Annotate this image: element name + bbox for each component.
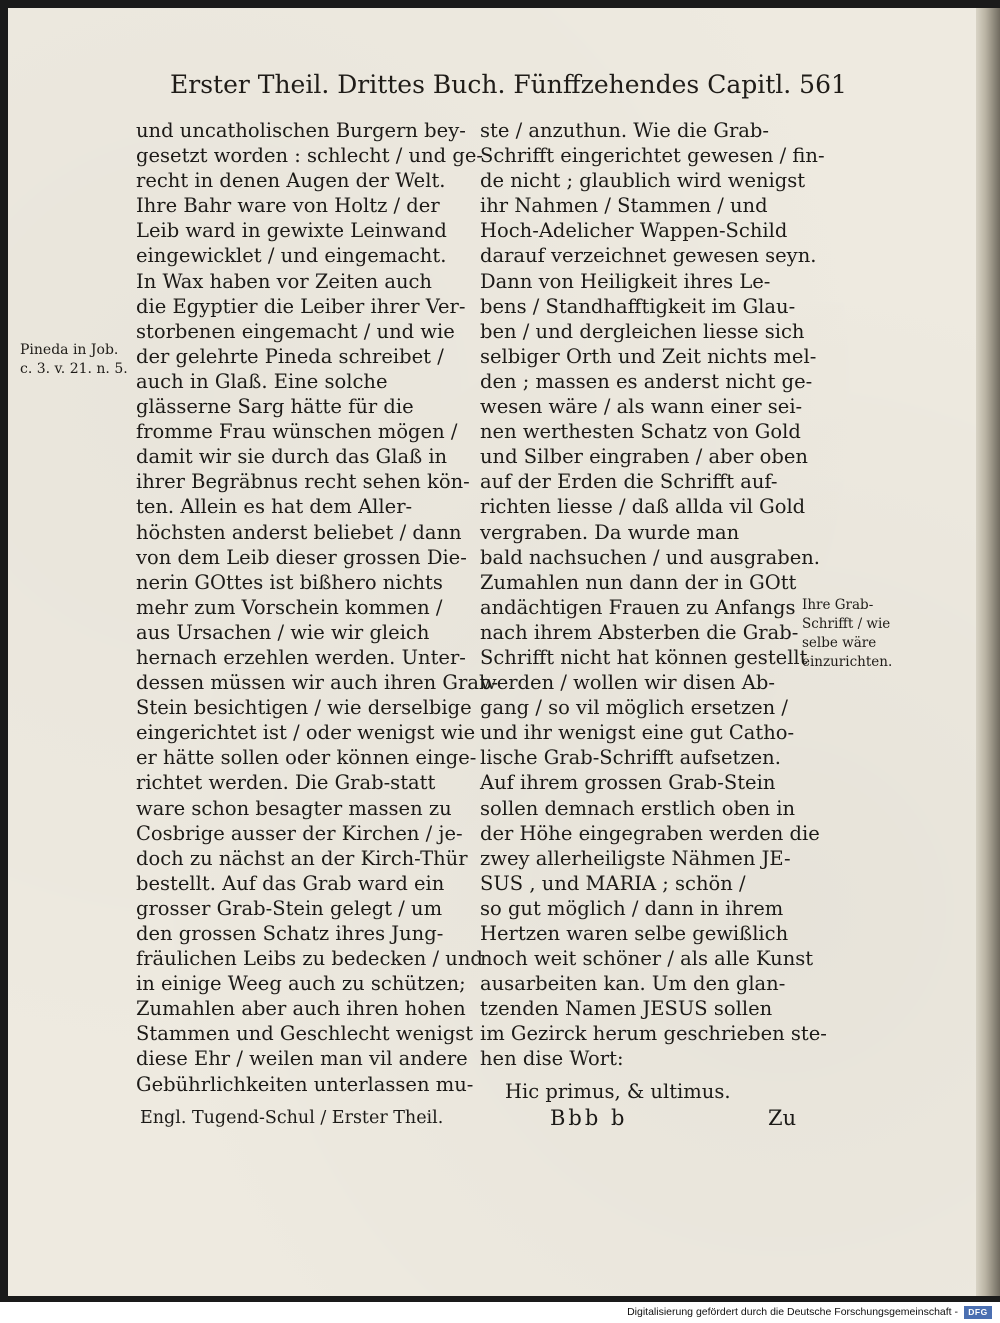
text-line: Schrifft nicht hat können gestellt [480,645,808,669]
text-line: glässerne Sarg hätte für die [136,395,414,419]
text-line: der Höhe eingegraben werden die [480,821,820,845]
text-line: lische Grab-Schrifft aufsetzen. [480,746,781,770]
margin-note-line: selbe wäre [802,635,877,651]
text-line: richtet werden. Die Grab-statt [136,771,436,795]
text-line: ihr Nahmen / Stammen / und [480,194,768,218]
margin-note-grabschrifft [802,596,912,672]
text-line: und uncatholischen Burgern bey- [136,119,466,142]
text-line: ausarbeiten kan. Um den glan- [480,972,786,996]
text-line: ware schon besagter massen zu [136,796,452,820]
text-line: de nicht ; glaublich wird wenigst [480,169,806,193]
text-line: im Gezirck herum geschrieben ste- [480,1022,827,1046]
text-line: den ; massen es anderst nicht ge- [480,369,813,393]
text-line: diese Ehr / weilen man vil andere [136,1047,468,1071]
text-line: dessen müssen wir auch ihren Grab- [136,671,499,695]
text-line: richten liesse / daß allda vil Gold [480,495,806,519]
left-text-column [136,118,499,1097]
text-line: hernach erzehlen werden. Unter- [136,645,466,669]
text-line: der gelehrte Pineda schreibet / [136,344,444,368]
dfg-logo: DFG [964,1306,992,1319]
text-line: SUS , und MARIA ; schön / [480,871,746,895]
text-line: damit wir sie durch das Glaß in [136,445,448,469]
right-text-column [480,118,827,1072]
text-line: so gut möglich / dann in ihrem [480,896,784,920]
text-line: Zumahlen aber auch ihren hohen [136,997,466,1021]
text-line: In Wax haben vor Zeiten auch [136,269,432,293]
text-line: Zumahlen nun dann der in GOtt [480,570,797,594]
text-line: wesen wäre / als wann einer sei- [480,395,803,419]
text-line: Schrifft eingerichtet gewesen / fin- [480,144,825,168]
text-line: in einige Weeg auch zu schützen; [136,972,466,996]
text-line: eingewicklet / und eingemacht. [136,244,447,268]
text-line: mehr zum Vorschein kommen / [136,595,443,619]
text-line: hen dise Wort: [480,1047,624,1071]
text-line: auch in Glaß. Eine solche [136,369,388,393]
text-line: Cosbrige ausser der Kirchen / je- [136,821,463,845]
margin-note-pineda [20,341,135,379]
text-line: ben / und dergleichen liesse sich [480,319,805,343]
text-line: vergraben. Da wurde man [480,520,740,544]
signature-mark: Bbb b [550,1106,628,1130]
digitization-footer [0,1302,1000,1323]
text-line: werden / wollen wir disen Ab- [480,671,775,695]
text-line: recht in denen Augen der Welt. [136,169,446,193]
text-line: er hätte sollen oder können einge- [136,746,477,770]
text-line: andächtigen Frauen zu Anfangs [480,595,796,619]
text-line: nen werthesten Schatz von Gold [480,420,801,444]
text-line: sollen demnach erstlich oben in [480,796,796,820]
text-line: bestellt. Auf das Grab ward ein [136,871,445,895]
text-line: Leib ward in gewixte Leinwand [136,219,447,243]
text-line: und Silber eingraben / aber oben [480,445,808,469]
text-line: Dann von Heiligkeit ihres Le- [480,269,771,293]
text-line: ste / anzuthun. Wie die Grab- [480,119,770,142]
text-line: darauf verzeichnet gewesen seyn. [480,244,817,268]
text-line: aus Ursachen / wie wir gleich [136,620,430,644]
text-line: Auf ihrem grossen Grab-Stein [480,771,776,795]
text-line: gesetzt worden : schlecht / und ge- [136,144,483,168]
text-line: Ihre Bahr ware von Holtz / der [136,194,440,218]
text-line: höchsten anderst beliebet / dann [136,520,462,544]
text-line: die Egyptier die Leiber ihrer Ver- [136,294,466,318]
margin-note-line: Schrifft / wie [802,616,891,632]
catchword-next: Zu [768,1106,797,1130]
text-line: fräulichen Leibs zu bedecken / und [136,947,483,971]
margin-note-line: Pineda in Job. [20,342,119,358]
page-edge [976,8,1000,1296]
text-line: gang / so vil möglich ersetzen / [480,696,789,720]
text-line: bens / Standhafftigkeit im Glau- [480,294,796,318]
running-header: Erster Theil. Drittes Buch. Fünffzehendes Capitl. 561 [170,70,847,99]
text-line: storbenen eingemacht / und wie [136,319,455,343]
text-line: ihrer Begräbnus recht sehen kön- [136,470,470,494]
text-line: und ihr wenigst eine gut Catho- [480,721,795,745]
margin-note-line: einzurichten. [802,654,893,670]
funding-notice: Digitalisierung gefördert durch die Deutsche Forschungsgemeinschaft - [627,1306,958,1318]
margin-note-line: c. 3. v. 21. n. 5. [20,361,128,377]
text-line: eingerichtet ist / oder wenigst wie [136,721,476,745]
text-line: tzenden Namen JESUS sollen [480,997,773,1021]
text-line: grosser Grab-Stein gelegt / um [136,896,443,920]
latin-inscription: Hic primus, & ultimus. [505,1080,731,1103]
text-line: zwey allerheiligste Nähmen JE- [480,846,791,870]
footer-catchword-title: Engl. Tugend-Schul / Erster Theil. [140,1108,444,1128]
text-line: nach ihrem Absterben die Grab- [480,620,799,644]
text-line: noch weit schöner / als alle Kunst [480,947,814,971]
text-line: Stammen und Geschlecht wenigst [136,1022,474,1046]
text-line: Gebührlichkeiten unterlassen mu- [136,1072,474,1096]
text-line: fromme Frau wünschen mögen / [136,420,458,444]
text-line: doch zu nächst an der Kirch-Thür [136,846,468,870]
text-line: ten. Allein es hat dem Aller- [136,495,413,519]
text-line: Stein besichtigen / wie derselbige [136,696,472,720]
text-line: selbiger Orth und Zeit nichts mel- [480,344,817,368]
text-line: Hoch-Adelicher Wappen-Schild [480,219,788,243]
text-line: von dem Leib dieser grossen Die- [136,545,467,569]
margin-note-line: Ihre Grab- [802,597,874,613]
text-line: den grossen Schatz ihres Jung- [136,922,444,945]
text-line: bald nachsuchen / und ausgraben. [480,545,821,569]
text-line: nerin GOttes ist bißhero nichts [136,570,443,594]
text-line: Hertzen waren selbe gewißlich [480,922,789,945]
text-line: auf der Erden die Schrifft auf- [480,470,778,494]
